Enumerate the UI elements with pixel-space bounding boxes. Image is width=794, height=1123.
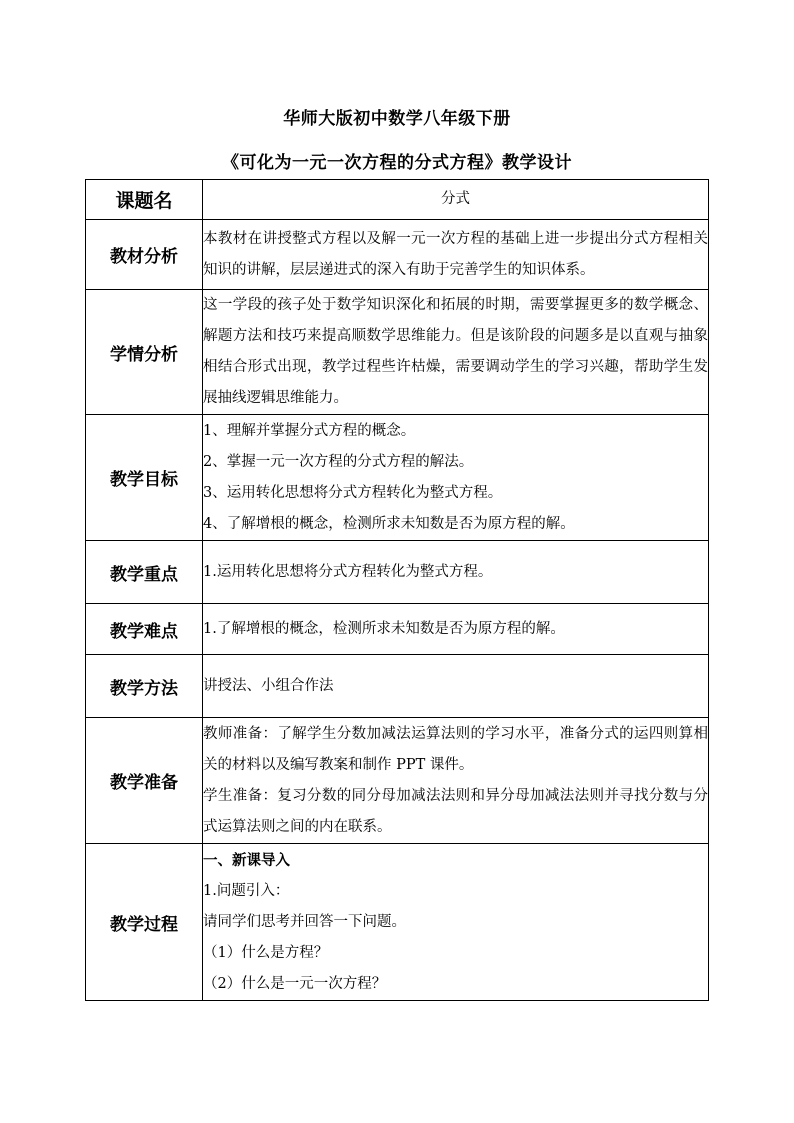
label-goals: 教学目标	[86, 415, 203, 541]
process-line: 请同学们思考并回答一下问题。	[203, 913, 406, 930]
label-process: 教学过程	[86, 844, 203, 1001]
document-title: 华师大版初中数学八年级下册	[283, 109, 511, 129]
label-difficulties: 教学难点	[86, 604, 203, 655]
row-preparation	[86, 718, 709, 844]
process-line: （2）什么是一元一次方程？	[203, 975, 387, 992]
goal-item: 4、了解增根的概念，检测所求未知数是否为原方程的解。	[203, 515, 575, 532]
value-difficulties: 1.了解增根的概念，检测所求未知数是否为原方程的解。	[203, 604, 709, 655]
goal-item: 3、运用转化思想将分式方程转化为整式方程。	[203, 484, 503, 501]
label-preparation: 教学准备	[86, 718, 203, 844]
lesson-plan-table	[85, 179, 709, 1001]
label-learners: 学情分析	[86, 290, 203, 415]
label-key-points: 教学重点	[86, 541, 203, 604]
row-methods	[86, 655, 709, 718]
document-subtitle: 《可化为一元一次方程的分式方程》教学设计	[222, 153, 572, 173]
goal-item: 2、掌握一元一次方程的分式方程的解法。	[203, 453, 474, 470]
row-goals	[86, 415, 709, 541]
label-methods: 教学方法	[86, 655, 203, 718]
student-preparation: 学生准备：复习分数的同分母加减法法则和异分母加减法法则并寻找分数与分式运算法则之间的内在联系。	[203, 787, 708, 835]
teacher-preparation: 教师准备：了解学生分数加减法运算法则的学习水平，准备分式的运四则算相关的材料以及编写教案和制作 PPT 课件。	[203, 725, 708, 773]
value-methods: 讲授法、小组合作法	[203, 655, 709, 718]
goal-item: 1、理解并掌握分式方程的概念。	[203, 422, 416, 439]
label-topic: 课题名	[86, 180, 203, 220]
process-heading: 一、新课导入	[203, 851, 290, 869]
value-key-points: 1.运用转化思想将分式方程转化为整式方程。	[203, 541, 709, 604]
row-process	[86, 844, 709, 1001]
process-line: （1）什么是方程？	[203, 944, 329, 961]
process-line: 1.问题引入：	[203, 882, 290, 899]
row-material	[86, 220, 709, 290]
value-goals	[203, 415, 709, 541]
row-key-points	[86, 541, 709, 604]
value-process	[203, 844, 709, 1001]
value-material: 本教材在讲授整式方程以及解一元一次方程的基础上进一步提出分式方程相关知识的讲解，层层递进式的深入有助于完善学生的知识体系。	[203, 220, 709, 290]
value-learners: 这一学段的孩子处于数学知识深化和拓展的时期，需要掌握更多的数学概念、解题方法和技巧来提高顺数学思维能力。但是该阶段的问题多是以直观与抽象相结合形式出现，教学过程些许枯燥，需要调动学生的学习兴趣，帮助学生发展抽线逻辑思维能力。	[203, 290, 709, 415]
row-difficulties	[86, 604, 709, 655]
value-topic: 分式	[203, 180, 709, 220]
row-topic	[86, 180, 709, 220]
value-preparation	[203, 718, 709, 844]
label-material: 教材分析	[86, 220, 203, 290]
row-learners	[86, 290, 709, 415]
